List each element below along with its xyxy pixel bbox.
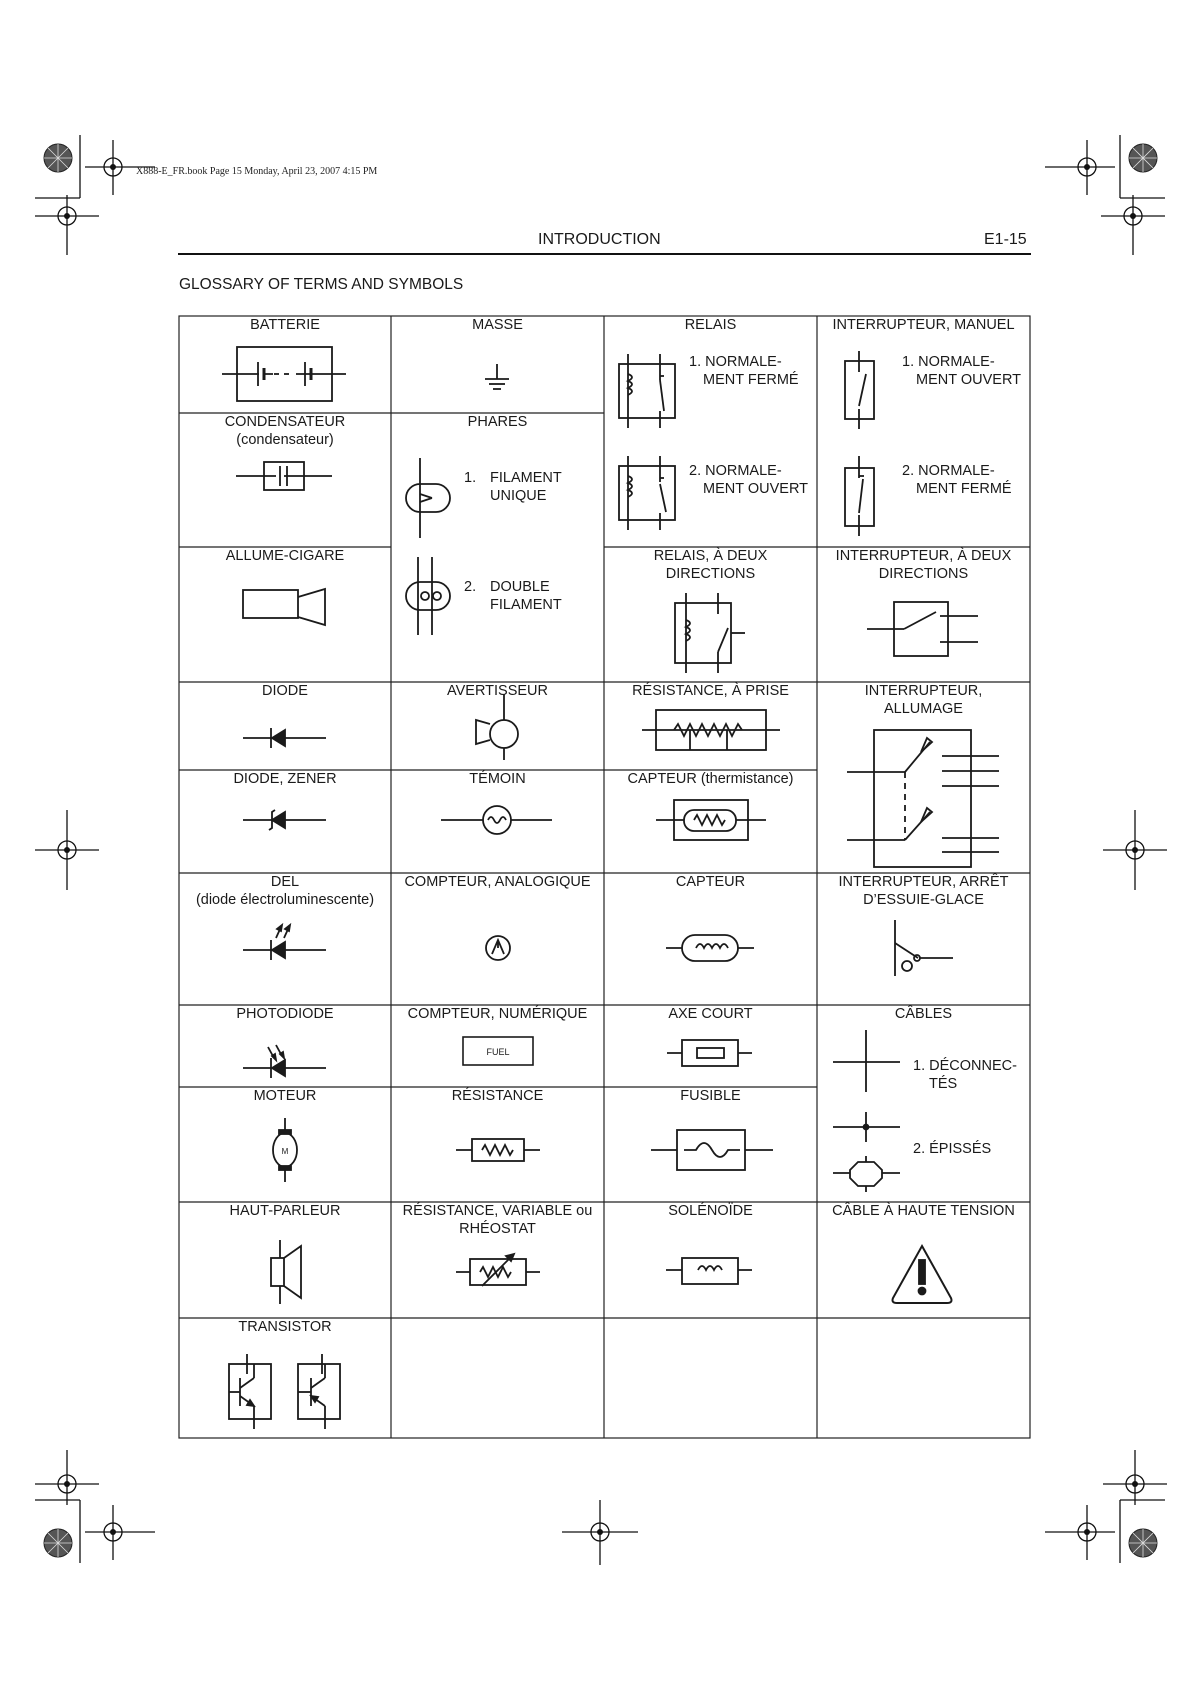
relais-item-1-line1: 1. NORMALE-: [689, 354, 782, 370]
label-cable-haute-tension: CÂBLE À HAUTE TENSION: [832, 1203, 1015, 1219]
fuse-symbol: [651, 1130, 773, 1170]
switch-open-symbol: [845, 351, 874, 429]
label-del-sub: (diode électroluminescente): [195, 892, 375, 908]
label-relais-deux-directions-2: DIRECTIONS: [665, 566, 756, 582]
wires-unconnected-symbol: [833, 1030, 900, 1092]
label-allume-cigare: ALLUME-CIGARE: [225, 548, 345, 564]
zener-diode-symbol: [243, 810, 326, 830]
sensor-symbol: [666, 935, 754, 961]
short-pin-symbol: [667, 1040, 752, 1066]
glossary-title: GLOSSARY OF TERMS AND SYMBOLS: [179, 276, 464, 293]
indicator-lamp-symbol: [441, 806, 552, 834]
label-transistor: TRANSISTOR: [238, 1319, 332, 1335]
solenoid-symbol: [666, 1258, 752, 1284]
cables-item-2: 2. ÉPISSÉS: [913, 1141, 992, 1157]
relay-open-symbol: [619, 456, 675, 530]
label-interrupteur-manuel: INTERRUPTEUR, MANUEL: [832, 317, 1015, 333]
phares-item-1-num: 1.: [464, 470, 477, 486]
label-capteur-thermistance: CAPTEUR (thermistance): [627, 771, 794, 787]
label-inter-allumage: INTERRUPTEUR,: [864, 683, 983, 699]
phares-item-1-line2: UNIQUE: [490, 488, 547, 504]
headlight-double-symbol: [406, 557, 450, 635]
label-relais: RELAIS: [684, 317, 737, 333]
label-inter-deux-directions-2: DIRECTIONS: [878, 566, 969, 582]
label-diode: DIODE: [262, 683, 308, 699]
label-capteur: CAPTEUR: [675, 874, 746, 890]
label-resistance: RÉSISTANCE: [451, 1088, 544, 1104]
phares-item-2-line2: FILAMENT: [490, 597, 562, 613]
label-rheostat: RHÉOSTAT: [459, 1221, 536, 1237]
transistor-pnp-symbol: [298, 1354, 340, 1429]
label-photodiode: PHOTODIODE: [236, 1006, 334, 1022]
relais-item-2-line2: MENT OUVERT: [703, 481, 809, 497]
led-symbol: [243, 925, 326, 960]
speaker-symbol: [271, 1240, 301, 1304]
relais-item-2-line1: 2. NORMALE-: [689, 463, 782, 479]
label-diode-zener: DIODE, ZENER: [233, 771, 337, 787]
label-inter-essuie-glace-2: D’ESSUIE-GLACE: [863, 892, 984, 908]
cables-item-1-line2: TÉS: [929, 1076, 958, 1092]
horn-symbol: [476, 694, 518, 760]
motor-letter: M: [281, 1147, 289, 1156]
inter-manuel-item-2-line2: MENT FERMÉ: [916, 481, 1012, 497]
label-relais-deux-directions: RELAIS, À DEUX: [653, 548, 768, 564]
label-condensateur: CONDENSATEUR: [224, 414, 346, 430]
ground-symbol: [485, 364, 509, 389]
thermistor-symbol: [656, 800, 766, 840]
transistor-npn-symbol: [229, 1354, 271, 1429]
resistor-symbol: [456, 1139, 540, 1161]
headlight-single-symbol: [406, 458, 450, 538]
label-del: DEL: [270, 874, 300, 890]
inter-manuel-item-1-line2: MENT OUVERT: [916, 372, 1022, 388]
inter-manuel-item-1-line1: 1. NORMALE-: [902, 354, 995, 370]
capacitor-symbol: [236, 462, 332, 490]
high-voltage-warning-icon: [893, 1246, 952, 1303]
label-avertisseur: AVERTISSEUR: [447, 683, 548, 699]
wiper-switch-symbol: [895, 920, 953, 976]
label-resistance-prise: RÉSISTANCE, À PRISE: [632, 683, 789, 699]
phares-item-2-num: 2.: [464, 579, 477, 595]
label-inter-deux-directions: INTERRUPTEUR, À DEUX: [835, 548, 1012, 564]
label-phares: PHARES: [467, 414, 528, 430]
label-batterie: BATTERIE: [250, 317, 320, 333]
label-inter-essuie-glace: INTERRUPTEUR, ARRÊT: [838, 874, 1009, 890]
ignition-switch-symbol: [847, 730, 999, 867]
page-number: E1-15: [984, 231, 1027, 248]
photodiode-symbol: [243, 1045, 326, 1078]
cigar-lighter-symbol: [243, 589, 325, 625]
cables-item-1-line1: 1. DÉCONNEC-: [913, 1058, 1017, 1074]
relais-item-1-line2: MENT FERMÉ: [703, 372, 799, 388]
diode-symbol: [243, 728, 326, 748]
label-inter-allumage-2: ALLUMAGE: [884, 701, 963, 717]
label-masse: MASSE: [472, 317, 523, 333]
tapped-resistor-symbol: [642, 710, 780, 750]
label-temoin: TÉMOIN: [469, 771, 526, 787]
label-moteur: MOTEUR: [253, 1088, 317, 1104]
battery-symbol: [222, 347, 346, 401]
relay-two-way-symbol: [675, 593, 745, 673]
label-compteur-numerique: COMPTEUR, NUMÉRIQUE: [407, 1006, 588, 1022]
fuel-text: FUEL: [486, 1047, 510, 1057]
label-resistance-variable: RÉSISTANCE, VARIABLE ou: [402, 1203, 593, 1219]
switch-closed-symbol: [845, 456, 874, 536]
phares-item-1-line1: FILAMENT: [490, 470, 562, 486]
label-compteur-analogique: COMPTEUR, ANALOGIQUE: [404, 874, 591, 890]
label-condensateur-sub: (condensateur): [236, 432, 334, 448]
switch-two-way-symbol: [867, 602, 978, 656]
phares-item-2-line1: DOUBLE: [490, 579, 550, 595]
book-file-info: X888-E_FR.book Page 15 Monday, April 23, 2007 4:15 PM: [136, 166, 378, 177]
label-fusible: FUSIBLE: [680, 1088, 741, 1104]
rheostat-symbol: [456, 1254, 540, 1286]
label-cables: CÂBLES: [894, 1006, 953, 1022]
wires-spliced-symbol: [833, 1112, 900, 1192]
label-haut-parleur: HAUT-PARLEUR: [229, 1203, 341, 1219]
analog-meter-symbol: [486, 936, 510, 960]
relay-closed-symbol: [619, 354, 675, 428]
label-solenoide: SOLÉNOÏDE: [668, 1203, 753, 1219]
label-axe-court: AXE COURT: [668, 1006, 753, 1022]
section-title: INTRODUCTION: [538, 231, 661, 248]
inter-manuel-item-2-line1: 2. NORMALE-: [902, 463, 995, 479]
